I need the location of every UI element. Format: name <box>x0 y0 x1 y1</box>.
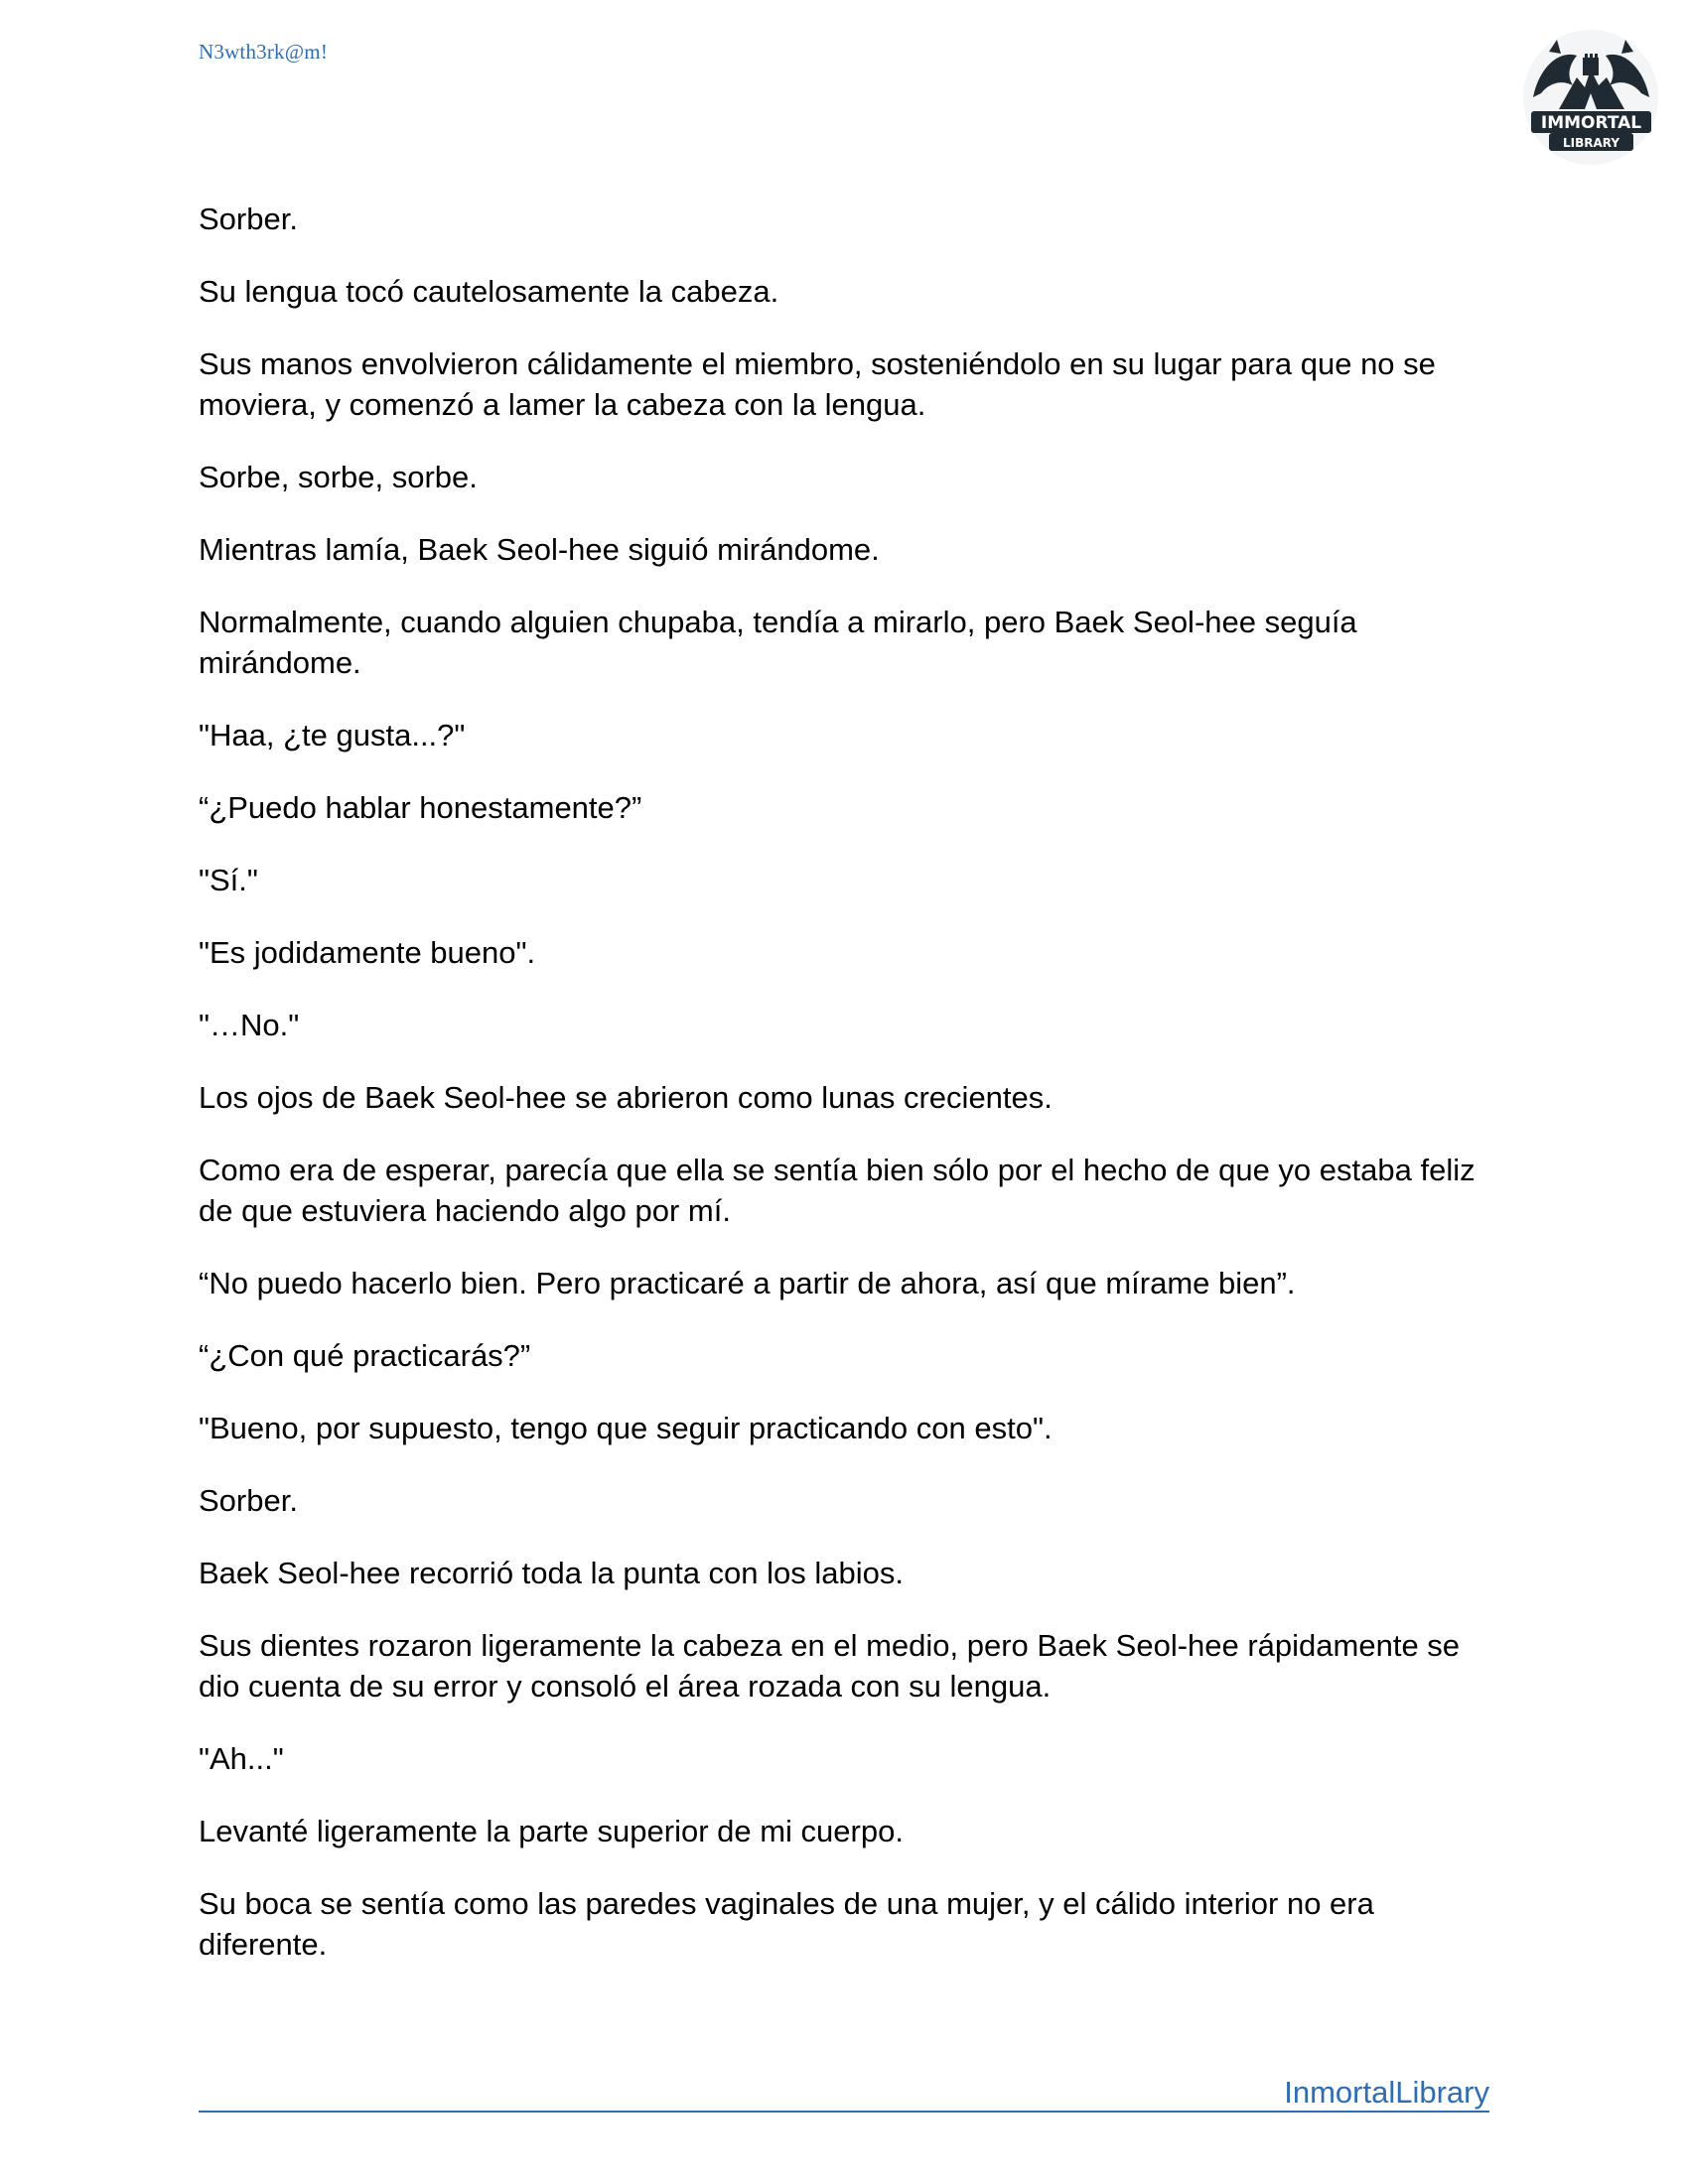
dragon-castle-logo-icon <box>1519 28 1663 167</box>
paragraph: Sorber. <box>199 202 298 236</box>
paragraph: Mientras lamía, Baek Seol-hee siguió mirándome. <box>199 532 880 567</box>
paragraph: "Ah..." <box>199 1741 284 1776</box>
footer-link[interactable]: InmortalLibrary <box>1284 2075 1489 2110</box>
paragraph: “No puedo hacerlo bien. Pero practicaré a partir de ahora, así que mírame bien”. <box>199 1266 1296 1300</box>
paragraph: Los ojos de Baek Seol-hee se abrieron como lunas crecientes. <box>199 1080 1053 1115</box>
paragraph: “¿Puedo hablar honestamente?” <box>199 790 642 825</box>
header-tag: N3wth3rk@m! <box>199 40 329 64</box>
paragraph: Sus dientes rozaron ligeramente la cabeza en el medio, pero Baek Seol-hee rápidamente se dio cuenta de su error y consoló el área rozada con su lengua. <box>199 1628 1461 1704</box>
paragraph: "…No." <box>199 1008 300 1042</box>
logo-line1: IMMORTAL <box>1540 113 1642 133</box>
paragraph: "Es jodidamente bueno". <box>199 935 536 970</box>
paragraph: Como era de esperar, parecía que ella se sentía bien sólo por el hecho de que yo estaba feliz de que estuviera haciendo algo por mí. <box>199 1153 1476 1228</box>
logo-line2: LIBRARY <box>1562 136 1620 150</box>
paragraph: “¿Con qué practicarás?” <box>199 1338 531 1373</box>
paragraph: "Sí." <box>199 863 258 897</box>
paragraph: Levanté ligeramente la parte superior de mi cuerpo. <box>199 1814 904 1848</box>
paragraph: Sorbe, sorbe, sorbe. <box>199 460 478 494</box>
paragraph: Sorber. <box>199 1483 298 1518</box>
paragraph: "Bueno, por supuesto, tengo que seguir practicando con esto". <box>199 1411 1053 1445</box>
paragraph: Su boca se sentía como las paredes vaginales de una mujer, y el cálido interior no era diferente. <box>199 1886 1374 1962</box>
immortal-library-logo <box>1519 28 1663 167</box>
footer <box>199 2075 1489 2113</box>
document-body <box>199 199 1489 1996</box>
paragraph: Sus manos envolvieron cálidamente el miembro, sosteniéndolo en su lugar para que no se moviera, y comenzó a lamer la cabeza con la lengua. <box>199 346 1436 422</box>
paragraph: Baek Seol-hee recorrió toda la punta con los labios. <box>199 1556 904 1590</box>
paragraph: "Haa, ¿te gusta...?" <box>199 718 466 752</box>
paragraph: Normalmente, cuando alguien chupaba, tendía a mirarlo, pero Baek Seol-hee seguía mirándome. <box>199 605 1357 680</box>
paragraph: Su lengua tocó cautelosamente la cabeza. <box>199 274 779 309</box>
